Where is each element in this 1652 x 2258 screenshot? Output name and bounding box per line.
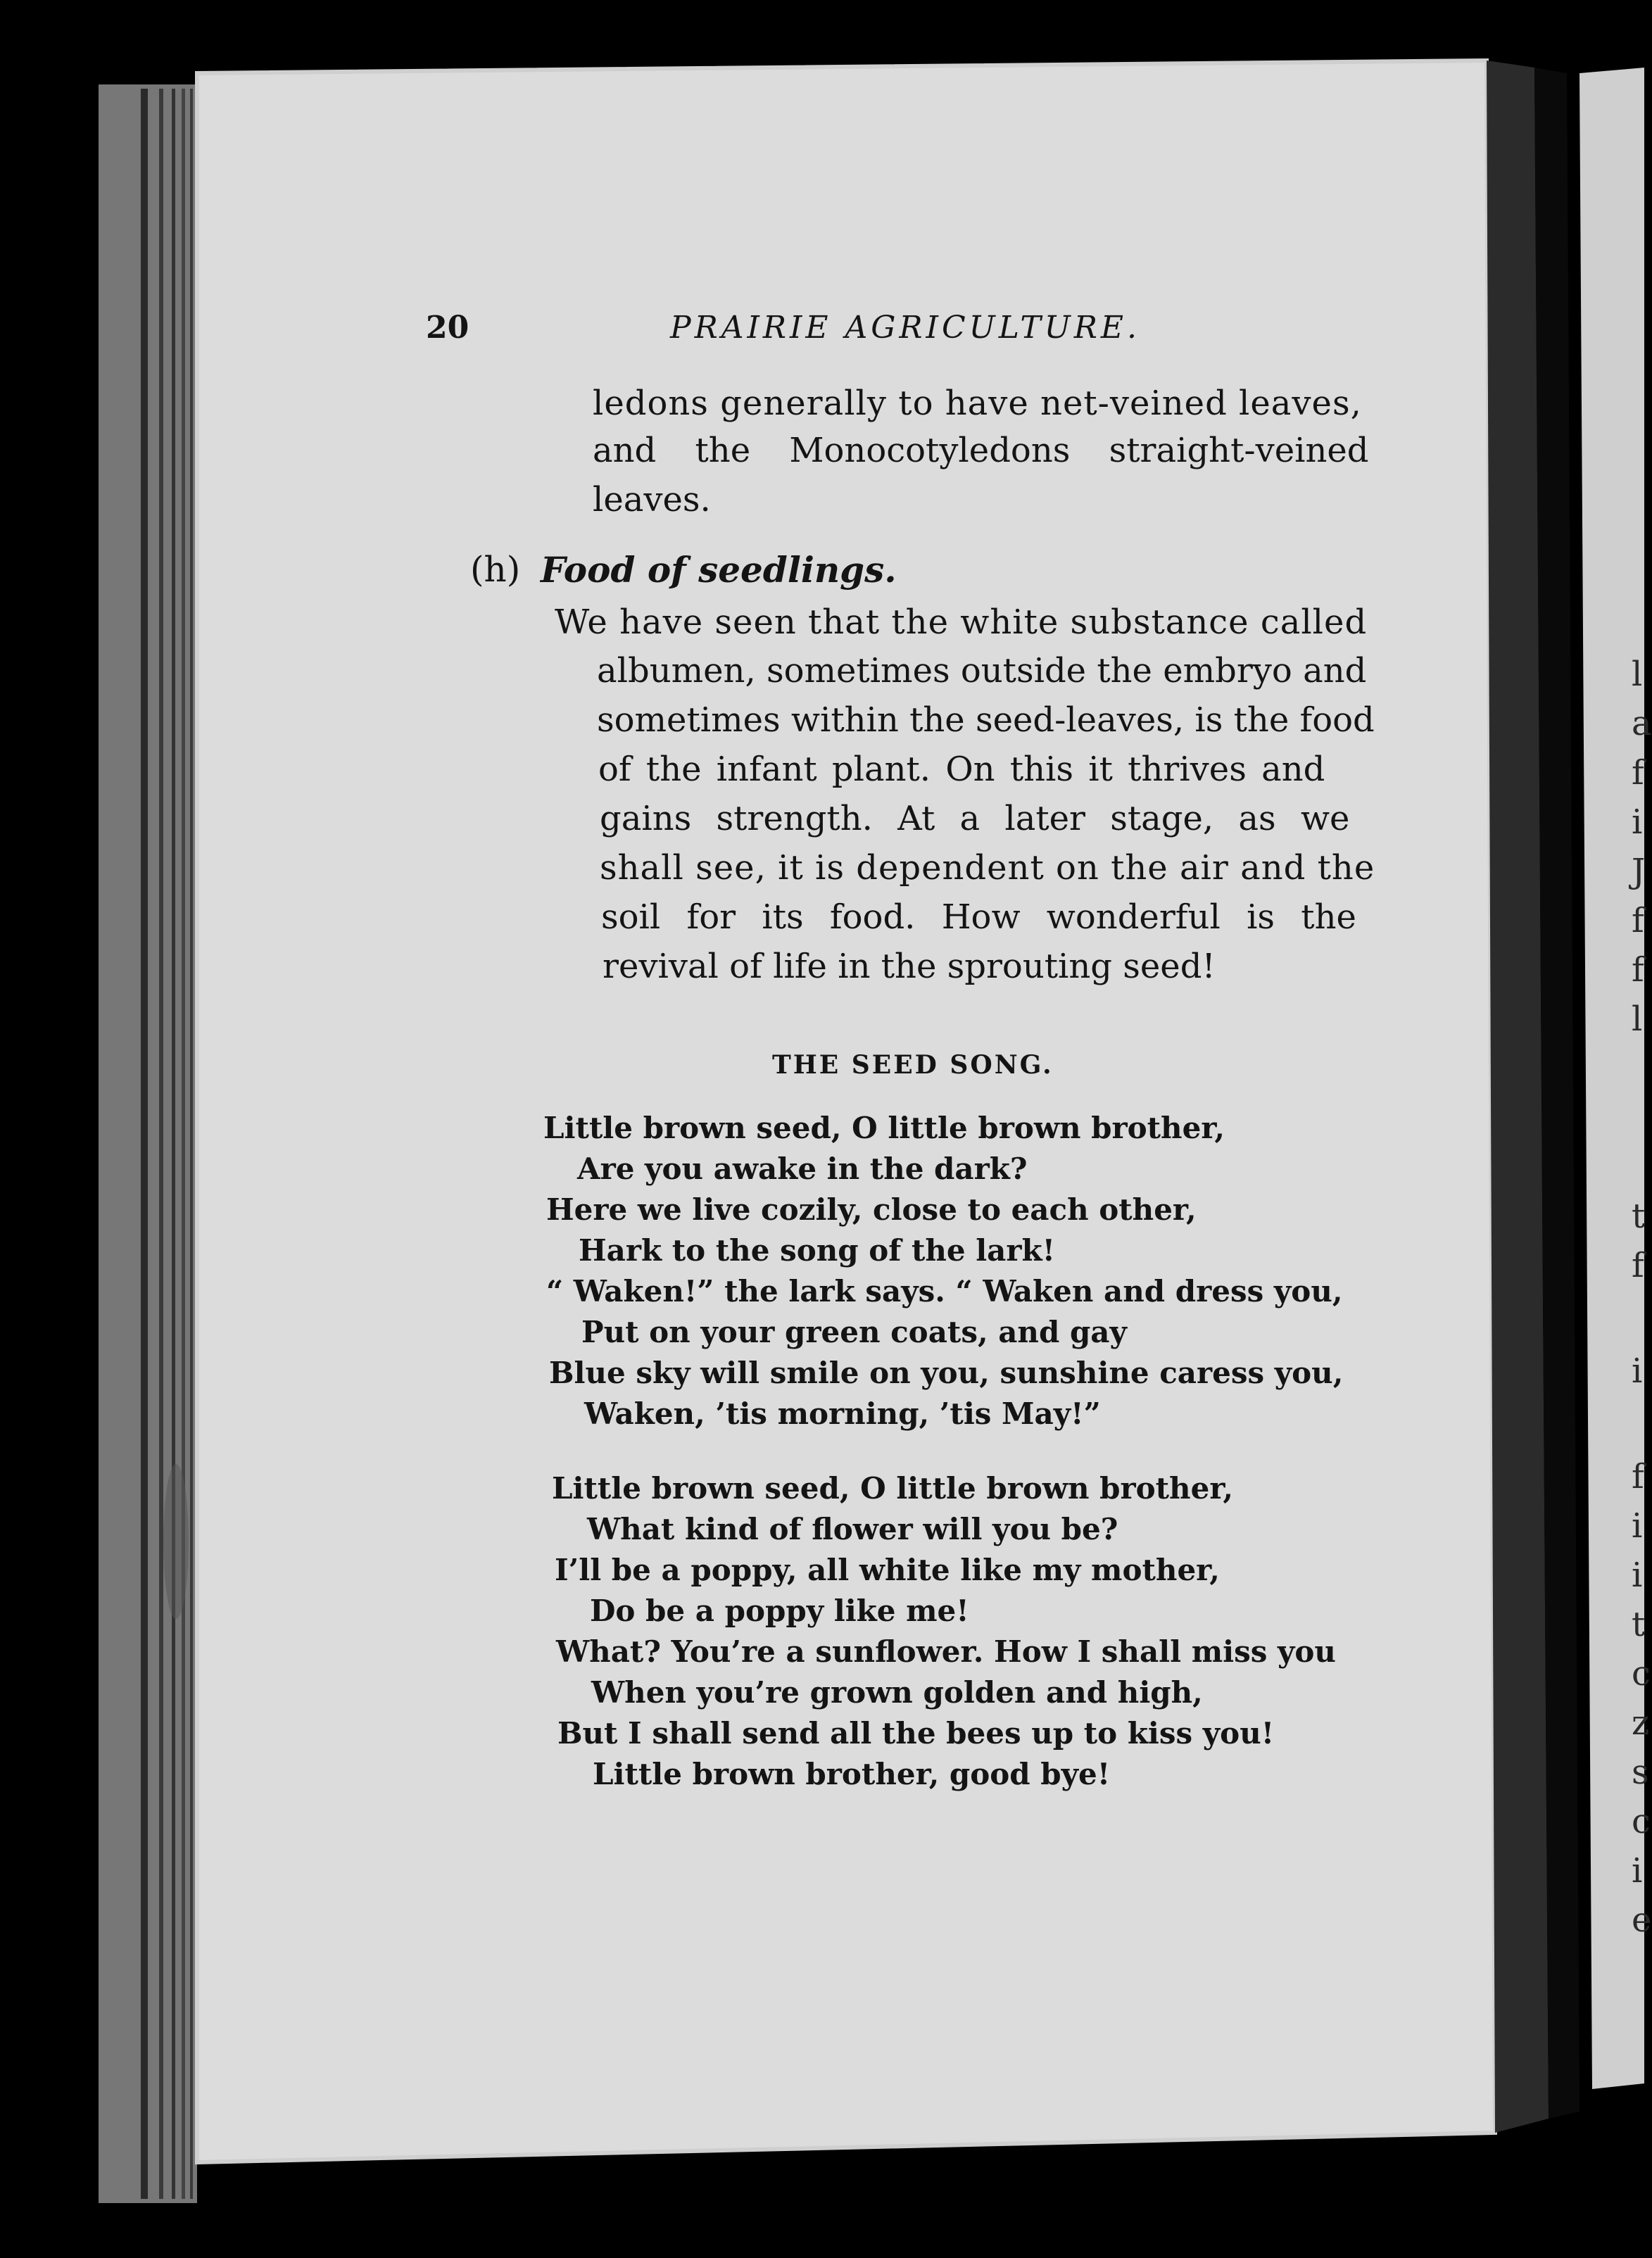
paragraph-line-7: soil for its food. How wonderful is the — [601, 897, 1356, 937]
facing-page-letter: c — [1632, 1654, 1651, 1694]
running-head: PRAIRIE AGRICULTURE. — [670, 310, 1140, 346]
facing-page-letter: i — [1632, 802, 1643, 842]
continuation-line-1: ledons generally to have net-veined leaves, — [593, 384, 1362, 423]
continuation-line-2: and the Monocotyledons straight-veined — [593, 431, 1369, 470]
facing-page-letter: a — [1632, 704, 1652, 743]
poem-s1-line-6: Put on your green coats, and gay — [581, 1315, 1127, 1349]
poem-title: THE SEED SONG. — [772, 1050, 1054, 1080]
poem-s1-line-3: Here we live cozily, close to each other, — [546, 1192, 1197, 1227]
poem-s2-line-1: Little brown seed, O little brown brother, — [552, 1471, 1234, 1506]
facing-page-letter: s — [1632, 1753, 1649, 1792]
poem-s2-line-7: But I shall send all the bees up to kiss you! — [557, 1716, 1275, 1751]
facing-page-letter: f — [1632, 901, 1644, 940]
poem-s1-line-2: Are you awake in the dark? — [577, 1152, 1028, 1186]
paragraph-line-5: gains strength. At a later stage, as we — [600, 799, 1350, 838]
facing-page-letter: c — [1632, 1802, 1651, 1841]
paragraph-line-8: revival of life in the sprouting seed! — [603, 947, 1216, 986]
poem-s2-line-8: Little brown brother, good bye! — [593, 1757, 1111, 1791]
facing-page-letter: i — [1632, 1506, 1643, 1546]
poem-s1-line-4: Hark to the song of the lark! — [579, 1233, 1056, 1268]
facing-page-letter: l — [1632, 655, 1643, 694]
facing-page-letter: l — [1632, 999, 1643, 1039]
facing-page-letter: t — [1632, 1605, 1646, 1644]
paragraph-line-6: shall see, it is dependent on the air and the — [600, 848, 1375, 888]
paragraph-line-1: We have seen that the white substance called — [555, 603, 1368, 642]
poem-s1-line-5: “ Waken!” the lark says. “ Waken and dress you, — [546, 1274, 1343, 1308]
facing-page-letter: f — [1632, 1246, 1644, 1285]
facing-page-letter: i — [1632, 1851, 1643, 1891]
poem-s2-line-6: When you’re grown golden and high, — [591, 1675, 1203, 1710]
poem-s2-line-4: Do be a poppy like me! — [590, 1594, 969, 1628]
facing-page-letter: f — [1632, 753, 1644, 793]
poem-s2-line-3: I’ll be a poppy, all white like my mother, — [555, 1553, 1220, 1587]
facing-page-letter: f — [1632, 950, 1644, 990]
poem-s2-line-5: What? You’re a sunflower. How I shall miss you — [556, 1634, 1336, 1669]
section-title: Food of seedlings. — [541, 549, 897, 591]
section-marker: (h) — [470, 549, 521, 590]
paragraph-line-3: sometimes within the seed-leaves, is the food — [597, 700, 1375, 740]
paragraph-line-2: albumen, sometimes outside the embryo and — [597, 651, 1367, 690]
facing-page-letter: t — [1632, 1197, 1646, 1236]
facing-page-letter: f — [1632, 1457, 1644, 1496]
facing-page-letter: i — [1632, 1351, 1643, 1391]
page-number: 20 — [426, 310, 469, 346]
facing-page-letter: J — [1632, 852, 1646, 891]
paragraph-line-4: of the infant plant. On this it thrives and — [598, 750, 1325, 789]
poem-s2-line-2: What kind of flower will you be? — [587, 1512, 1118, 1546]
poem-s1-line-1: Little brown seed, O little brown brother, — [543, 1111, 1225, 1145]
facing-page-letter: z — [1632, 1703, 1650, 1743]
poem-s1-line-7: Blue sky will smile on you, sunshine caress you, — [549, 1356, 1344, 1390]
facing-page-letter: e — [1632, 1900, 1652, 1940]
facing-page-letter: i — [1632, 1556, 1643, 1595]
poem-s1-line-8: Waken, ’tis morning, ’tis May!” — [584, 1396, 1101, 1431]
continuation-line-3: leaves. — [593, 480, 711, 519]
